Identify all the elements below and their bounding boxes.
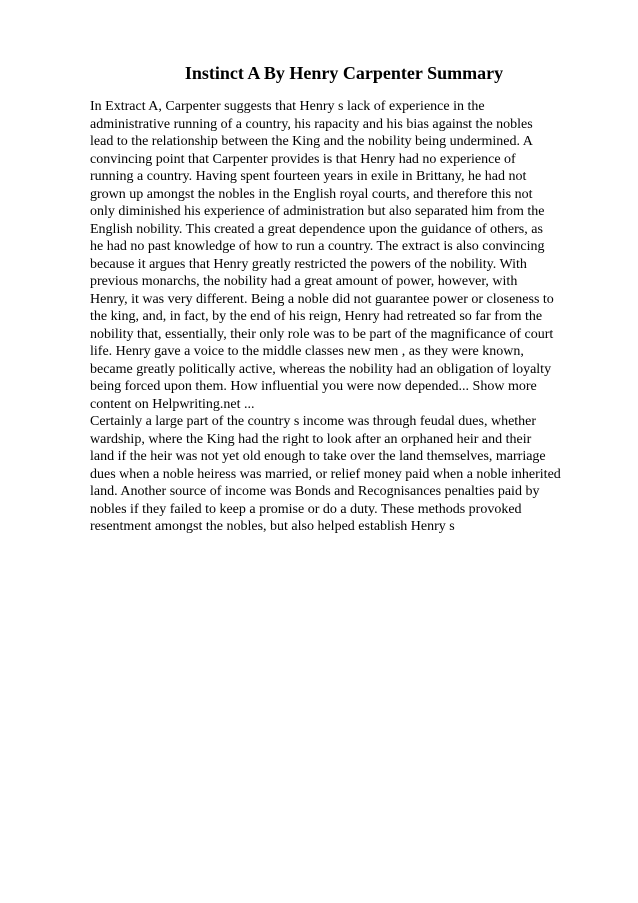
text-line: only diminished his experience of administration but also separated him from the (90, 204, 545, 219)
text-line: administrative running of a country, his rapacity and his bias against the nobles (90, 116, 533, 132)
text-line: land. Another source of income was Bonds and Recognisances penalties paid by (90, 484, 540, 499)
text-line: life. Henry gave a voice to the middle classes new men , as they were known, (90, 344, 524, 359)
text-line: because it argues that Henry greatly restricted the powers of the nobility. With (90, 256, 527, 272)
text-line: Henry, it was very different. Being a noble did not guarantee power or closeness to (90, 291, 554, 307)
text-line: being forced upon them. How influential you were now depended... Show more (90, 379, 537, 394)
text-line: grown up amongst the nobles in the English royal courts, and therefore this not (90, 186, 533, 202)
text-line: nobility that, essentially, their only role was to be part of the magnificance of court (90, 326, 554, 342)
text-line: wardship, where the King had the right to look after an orphaned heir and their (90, 431, 532, 447)
text-line: resentment amongst the nobles, but also helped establish Henry s (90, 519, 455, 534)
text-line: convincing point that Carpenter provides is that Henry had no experience of (90, 151, 516, 167)
text-line: became greatly politically active, whereas the nobility had an obligation of loyalty (90, 361, 552, 377)
text-line: In Extract A, Carpenter suggests that Henry s lack of experience in the (90, 99, 485, 114)
text-line: content on Helpwriting.net ... (90, 396, 255, 412)
document-body (90, 98, 590, 536)
text-line: lead to the relationship between the King and the nobility being undermined. A (90, 134, 533, 149)
text-line: land if the heir was not yet old enough to take over the land themselves, marriage (90, 449, 546, 464)
text-line: previous monarchs, the nobility had a great amount of power, however, with (90, 274, 518, 289)
text-line: he had no past knowledge of how to run a country. The extract is also convincing (90, 239, 545, 254)
text-line: nobles if they failed to keep a promise or do a duty. These methods provoked (90, 501, 522, 517)
text-line: English nobility. This created a great dependence upon the guidance of others, as (90, 221, 543, 237)
text-line: dues when a noble heiress was married, or relief money paid when a noble inherited (90, 466, 561, 482)
document-title: Instinct A By Henry Carpenter Summary (184, 63, 504, 83)
text-line: running a country. Having spent fourteen years in exile in Brittany, he had not (90, 169, 527, 184)
text-line: Certainly a large part of the country s income was through feudal dues, whether (90, 414, 537, 429)
text-line: the king, and, in fact, by the end of his reign, Henry had retreated so far from the (90, 309, 543, 324)
